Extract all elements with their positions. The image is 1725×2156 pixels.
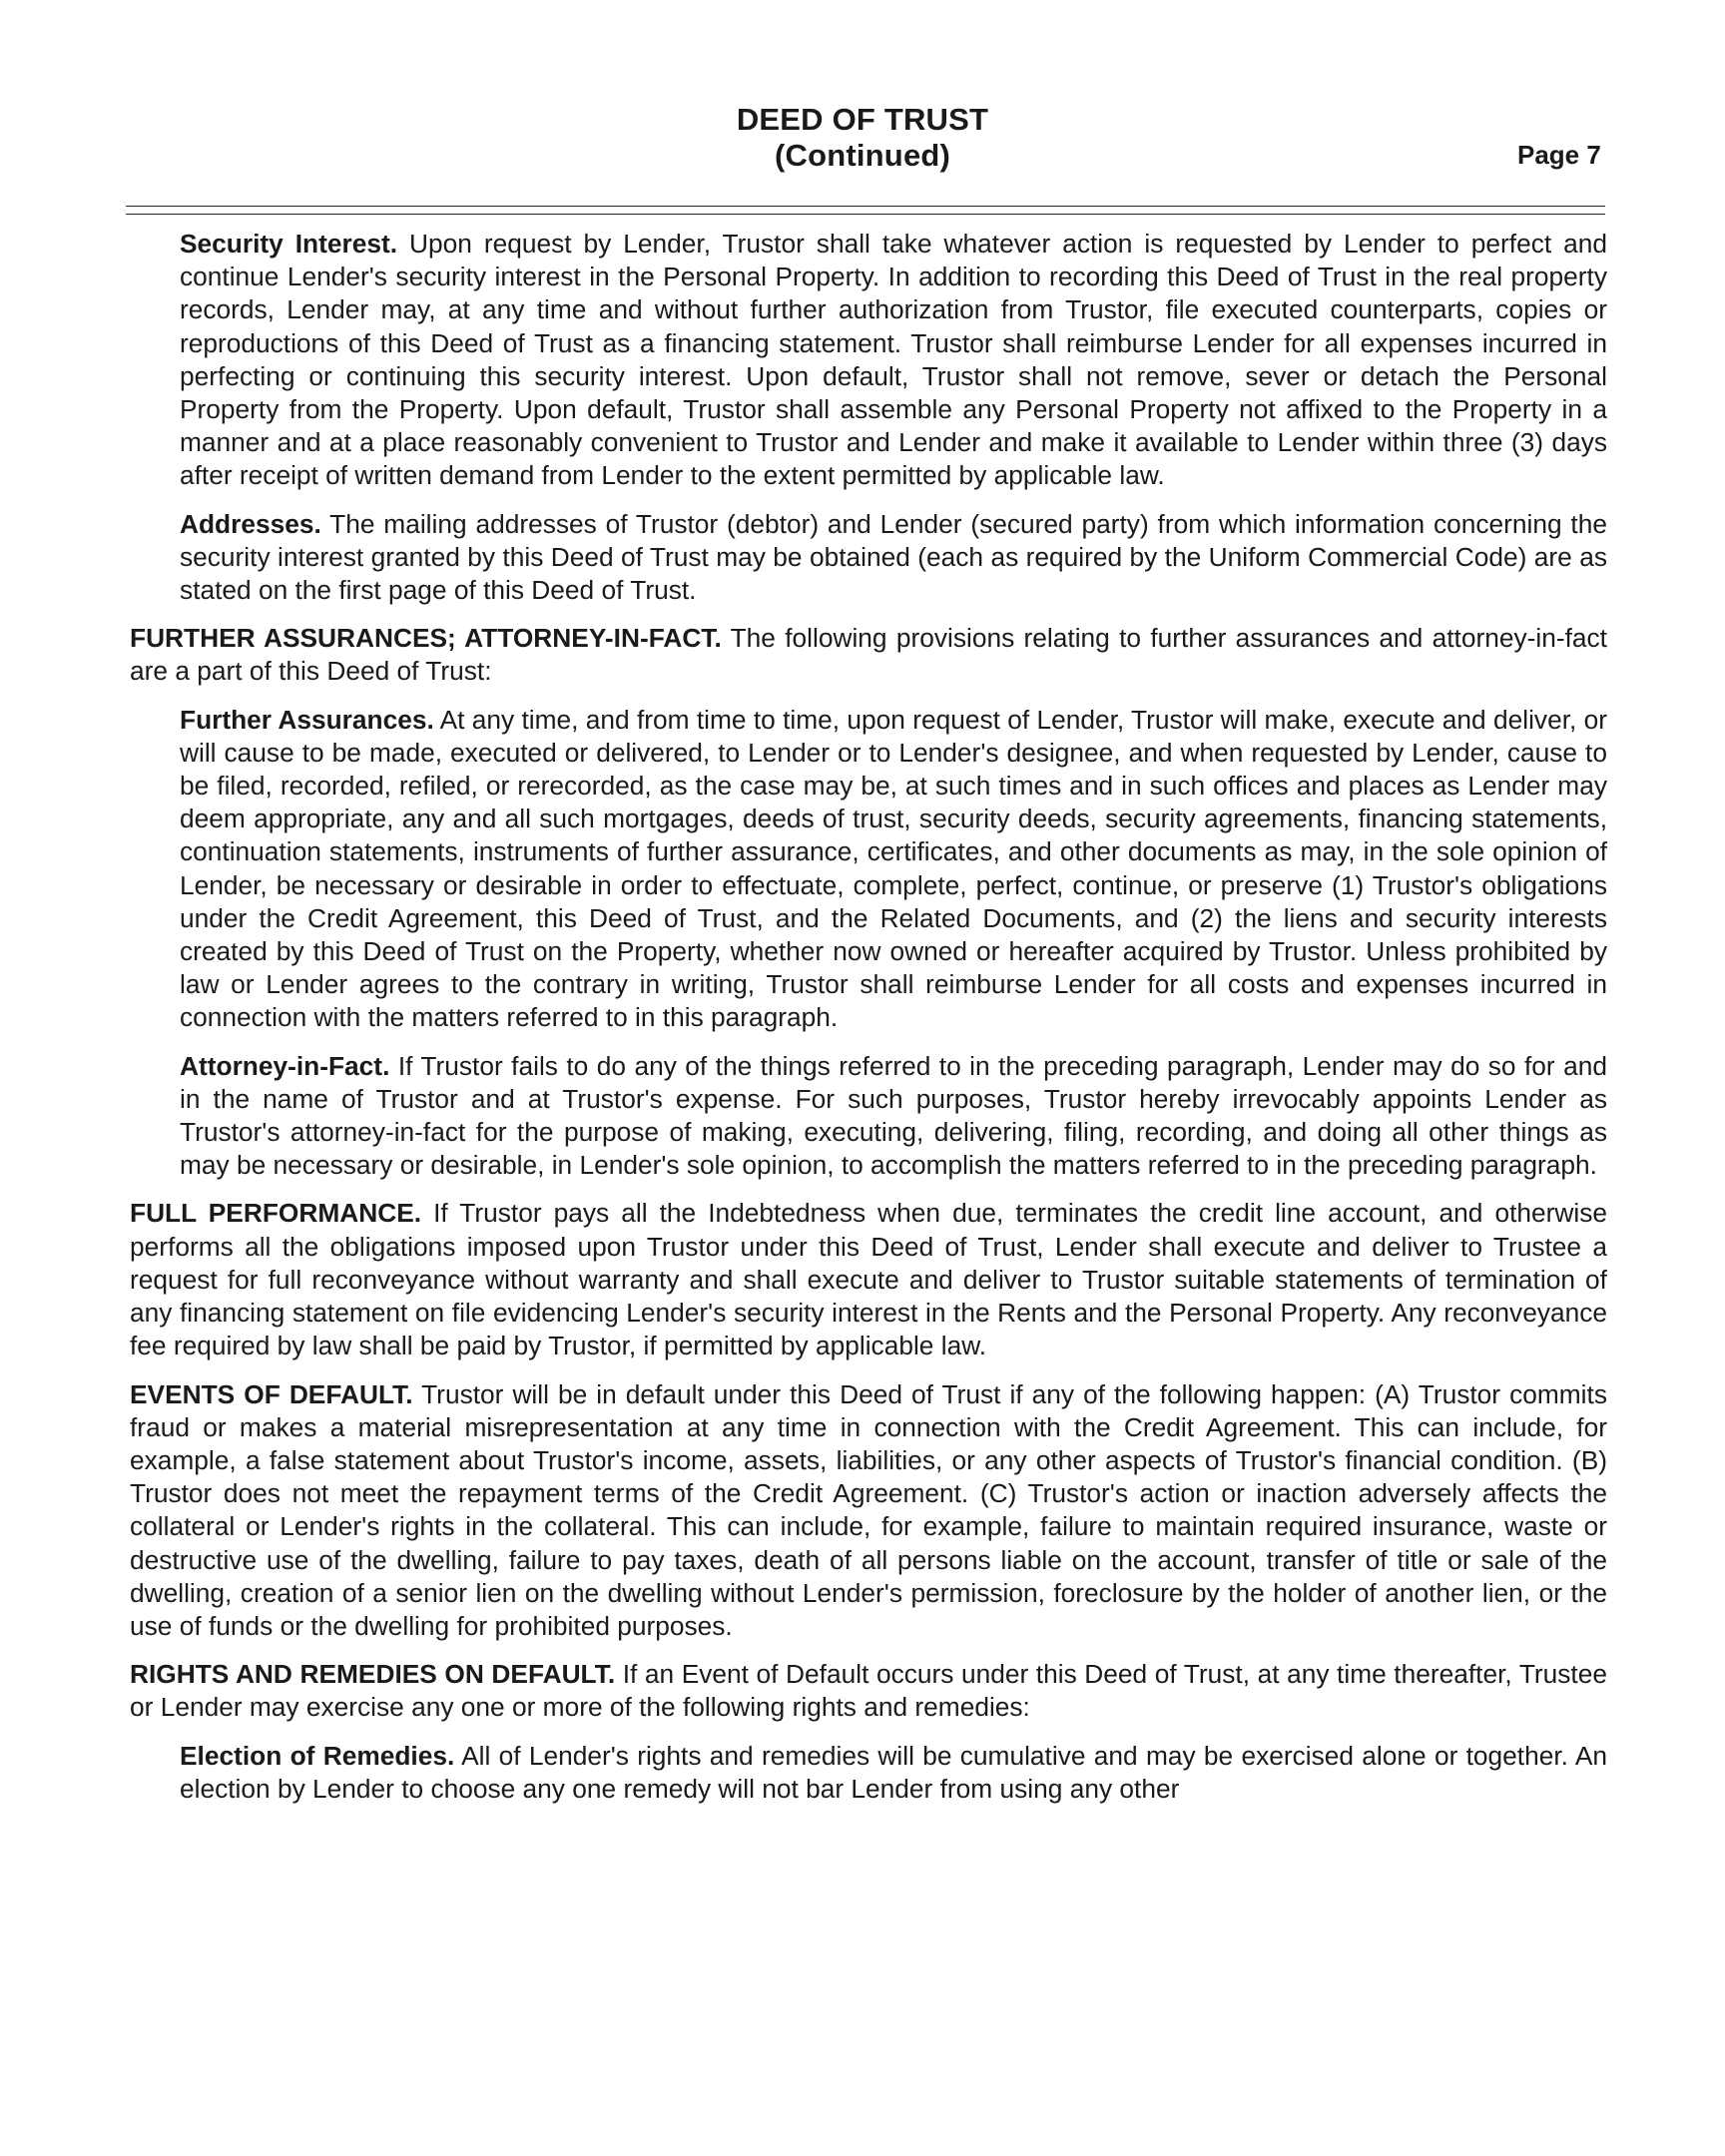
header-rule-bottom [126,214,1605,215]
document-header [0,102,1725,174]
section-heading: EVENTS OF DEFAULT. [130,1378,413,1409]
section-security-interest [180,228,1607,493]
section-rights-and-remedies [130,1658,1607,1724]
document-body [130,228,1607,1821]
document-subtitle: (Continued) [774,138,951,173]
page-number: Page 7 [1517,140,1601,170]
section-addresses [180,508,1607,608]
section-text: All of Lender's rights and remedies will be cumulative and may be exercised alone or together. An election by Lender to choose any one remedy will not bar Lender from using any other [180,1740,1607,1804]
section-text: At any time, and from time to time, upon request of Lender, Trustor will make, execute and deliver, or will cause to be made, executed or delivered, to Lender or to Lender's designee, and when requested by Lender, cause to be filed, recorded, refiled, or rerecorded, as the case may be, at such times and in such offices and places as Lender may deem appropriate, any and all such mortgages, deeds of trust, security deeds, security agreements, financing statements, continuation statements, instruments of further assurance, certificates, and other documents as may, in the sole opinion of Lender, be necessary or desirable in order to effectuate, complete, perfect, continue, or preserve (1) Trustor's obligations under the Credit Agreement, this Deed of Trust, and the Related Documents, and (2) the liens and security interests created by this Deed of Trust on the Property, whether now owned or hereafter acquired by Trustor. Unless prohibited by law or Lender agrees to the contrary in writing, Trustor shall reimburse Lender for all costs and expenses incurred in connection with the matters referred to in this paragraph. [180,704,1607,1033]
section-full-performance [130,1197,1607,1362]
section-heading: FULL PERFORMANCE. [130,1198,422,1229]
section-text: If Trustor fails to do any of the things referred to in the preceding paragraph, Lender may do so for and in the name of Trustor and at Trustor's expense. For such purposes, Trustor hereby irrevocably appoints Lender as Trustor's attorney-in-fact for the purpose of making, executing, delivering, filing, recording, and doing all other things as may be necessary or desirable, in Lender's sole opinion, to accomplish the matters referred to in the preceding paragraph. [180,1050,1607,1181]
section-heading: Further Assurances. [180,704,434,735]
section-events-of-default [130,1378,1607,1644]
section-election-of-remedies [180,1740,1607,1806]
section-text: If an Event of Default occurs under this Deed of Trust, at any time thereafter, Trustee or Lender may exercise any one or more of the following rights and remedies: [130,1659,1607,1723]
section-heading: RIGHTS AND REMEDIES ON DEFAULT. [130,1659,616,1690]
document-title: DEED OF TRUST [736,102,989,137]
header-rule-top [126,206,1605,207]
section-further-assurances-attorney [130,622,1607,688]
section-further-assurances [180,704,1607,1035]
section-heading: Addresses. [180,508,321,539]
section-heading: FURTHER ASSURANCES; ATTORNEY-IN-FACT. [130,623,722,654]
section-text: The mailing addresses of Trustor (debtor) and Lender (secured party) from which information concerning the security interest granted by this Deed of Trust may be obtained (each as required by the Uniform Commercial Code) are as stated on the first page of this Deed of Trust. [180,508,1607,606]
section-text: Trustor will be in default under this Deed of Trust if any of the following happen: (A) Trustor commits fraud or makes a material misrepresentation at any time in connection with the Credit Agreement. This can include, for example, a false statement about Trustor's income, assets, liabilities, or any other aspects of Trustor's financial condition. (B) Trustor does not meet the repayment terms of the Credit Agreement. (C) Trustor's action or inaction adversely affects the collateral or Lender's rights in the collateral. This can include, for example, failure to maintain required insurance, waste or destructive use of the dwelling, failure to pay taxes, death of all persons liable on the account, transfer of title or sale of the dwelling, creation of a senior lien on the dwelling without Lender's permission, foreclosure by the holder of another lien, or the use of funds or the dwelling for prohibited purposes. [130,1378,1607,1641]
section-heading: Election of Remedies. [180,1740,455,1771]
section-text: The following provisions relating to further assurances and attorney-in-fact are a part of this Deed of Trust: [130,623,1607,687]
section-text: Upon request by Lender, Trustor shall take whatever action is requested by Lender to perfect and continue Lender's security interest in the Personal Property. In addition to recording this Deed of Trust in the real property records, Lender may, at any time and without further authorization from Trustor, file executed counterparts, copies or reproductions of this Deed of Trust as a financing statement. Trustor shall reimburse Lender for all expenses incurred in perfecting or continuing this security interest. Upon default, Trustor shall not remove, sever or detach the Personal Property from the Property. Upon default, Trustor shall assemble any Personal Property not affixed to the Property in a manner and at a place reasonably convenient to Trustor and Lender and make it available to Lender within three (3) days after receipt of written demand from Lender to the extent permitted by applicable law. [180,229,1607,491]
section-text: If Trustor pays all the Indebtedness when due, terminates the credit line account, and otherwise performs all the obligations imposed upon Trustor under this Deed of Trust, Lender shall execute and deliver to Trustee a request for full reconveyance without warranty and shall execute and deliver to Trustor suitable statements of termination of any financing statement on file evidencing Lender's security interest in the Rents and the Personal Property. Any reconveyance fee required by law shall be paid by Trustor, if permitted by applicable law. [130,1198,1607,1361]
section-attorney-in-fact [180,1050,1607,1183]
section-heading: Security Interest. [180,229,398,259]
section-heading: Attorney-in-Fact. [180,1050,390,1081]
